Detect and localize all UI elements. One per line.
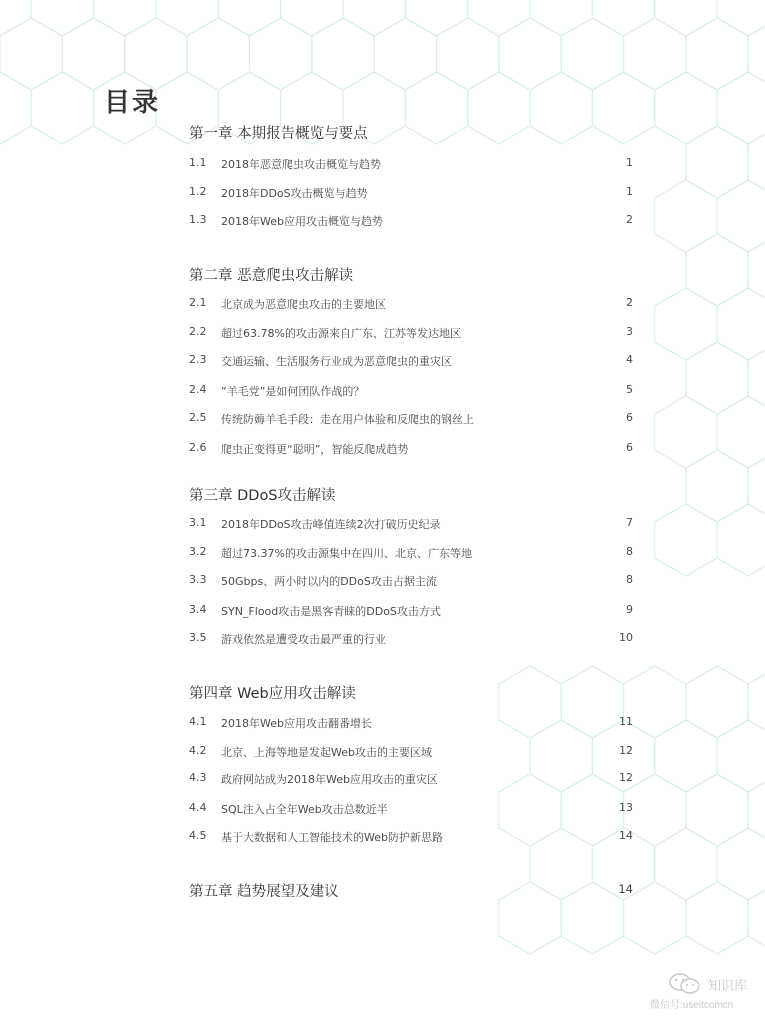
toc-entry-3-4[interactable] [189, 603, 633, 621]
entry-number: 2.1 [189, 296, 207, 309]
toc-entry-4-4[interactable] [189, 801, 633, 819]
entry-page: 8 [626, 573, 633, 586]
entry-number: 2.5 [189, 411, 207, 424]
entry-number: 3.5 [189, 631, 207, 644]
entry-number: 1.2 [189, 185, 207, 198]
entry-text: SYN_Flood攻击是黑客青睐的DDoS攻击方式 [221, 605, 441, 618]
entry-text: 50Gbps、两小时以内的DDoS攻击占据主流 [221, 575, 437, 588]
entry-page: 13 [619, 801, 633, 814]
chapter-2-title[interactable]: 第二章 恶意爬虫攻击解读 [189, 268, 354, 284]
entry-number: 3.2 [189, 545, 207, 558]
entry-page: 8 [626, 545, 633, 558]
entry-page: 2 [626, 213, 633, 226]
entry-page: 6 [626, 441, 633, 454]
entry-page: 12 [619, 771, 633, 784]
toc-entry-1-1[interactable] [189, 156, 633, 174]
entry-page: 1 [626, 156, 633, 169]
entry-number: 2.4 [189, 383, 207, 396]
entry-page: 7 [626, 516, 633, 529]
toc-entry-3-2[interactable] [189, 545, 633, 563]
toc-entry-4-5[interactable] [189, 829, 633, 847]
entry-page: 14 [619, 829, 633, 842]
entry-number: 2.3 [189, 353, 207, 366]
entry-text: 传统防薅羊毛手段：走在用户体验和反爬虫的钢丝上 [221, 413, 474, 426]
entry-page: 3 [626, 325, 633, 338]
toc-entry-2-6[interactable] [189, 441, 633, 459]
entry-number: 1.1 [189, 156, 207, 169]
chapter-4-title[interactable]: 第四章 Web应用攻击解读 [189, 686, 356, 702]
toc-entry-2-4[interactable] [189, 383, 633, 401]
entry-text: 超过73.37%的攻击源集中在四川、北京、广东等地 [221, 547, 472, 560]
chapter-1-title[interactable]: 第一章 本期报告概览与要点 [189, 126, 368, 142]
watermark-name: 知识库 [708, 978, 748, 993]
entry-text: 爬虫正变得更“聪明”，智能反爬成趋势 [221, 443, 409, 456]
toc-entry-4-1[interactable] [189, 715, 633, 733]
entry-number: 3.3 [189, 573, 207, 586]
entry-text: 2018年DDoS攻击峰值连续2次打破历史纪录 [221, 518, 441, 531]
toc-entry-1-3[interactable] [189, 213, 633, 231]
toc-entry-4-2[interactable] [189, 744, 633, 762]
toc-entry-2-1[interactable] [189, 296, 633, 314]
entry-text: 2018年Web应用攻击概览与趋势 [221, 215, 383, 228]
entry-page: 6 [626, 411, 633, 424]
toc-entry-3-5[interactable] [189, 631, 633, 649]
entry-text: 交通运输、生活服务行业成为恶意爬虫的重灾区 [221, 355, 452, 368]
watermark [650, 970, 760, 1020]
entry-page: 1 [626, 185, 633, 198]
entry-text: 2018年DDoS攻击概览与趋势 [221, 187, 368, 200]
entry-text: 超过63.78%的攻击源来自广东、江苏等发达地区 [221, 327, 461, 340]
entry-text: 北京、上海等地是发起Web攻击的主要区域 [221, 746, 432, 759]
entry-page: 5 [626, 383, 633, 396]
entry-number: 2.2 [189, 325, 207, 338]
entry-text: 2018年Web应用攻击翻番增长 [221, 717, 372, 730]
toc-entry-2-3[interactable] [189, 353, 633, 371]
entry-number: 4.2 [189, 744, 207, 757]
entry-text: 游戏依然是遭受攻击最严重的行业 [221, 633, 386, 646]
entry-page: 2 [626, 296, 633, 309]
entry-number: 4.4 [189, 801, 207, 814]
entry-number: 1.3 [189, 213, 207, 226]
entry-page: 9 [626, 603, 633, 616]
entry-number: 4.3 [189, 771, 207, 784]
entry-text: 2018年恶意爬虫攻击概览与趋势 [221, 158, 381, 171]
entry-number: 4.1 [189, 715, 207, 728]
entry-text: “羊毛党”是如何团队作战的？ [221, 385, 365, 398]
chapter-5-page: 14 [618, 882, 633, 896]
chapter-3-title[interactable]: 第三章 DDoS攻击解读 [189, 488, 336, 504]
watermark-account: 微信号:useitcomcn [650, 1000, 734, 1011]
toc-entry-2-2[interactable] [189, 325, 633, 343]
entry-text: SQL注入占全年Web攻击总数近半 [221, 803, 388, 816]
entry-text: 北京成为恶意爬虫攻击的主要地区 [221, 298, 386, 311]
entry-number: 3.4 [189, 603, 207, 616]
entry-number: 2.6 [189, 441, 207, 454]
entry-text: 基于大数据和人工智能技术的Web防护新思路 [221, 831, 443, 844]
entry-page: 12 [619, 744, 633, 757]
entry-number: 3.1 [189, 516, 207, 529]
toc-entry-4-3[interactable] [189, 771, 633, 789]
chapter-5-title[interactable]: 第五章 趋势展望及建议 [189, 884, 339, 900]
toc-entry-1-2[interactable] [189, 185, 633, 203]
entry-page: 10 [619, 631, 633, 644]
entry-number: 4.5 [189, 829, 207, 842]
entry-page: 4 [626, 353, 633, 366]
entry-text: 政府网站成为2018年Web应用攻击的重灾区 [221, 773, 438, 786]
entry-page: 11 [619, 715, 633, 728]
toc-entry-2-5[interactable] [189, 411, 633, 429]
page-title: 目录 [104, 88, 161, 118]
toc-entry-3-3[interactable] [189, 573, 633, 591]
toc-entry-3-1[interactable] [189, 516, 633, 534]
